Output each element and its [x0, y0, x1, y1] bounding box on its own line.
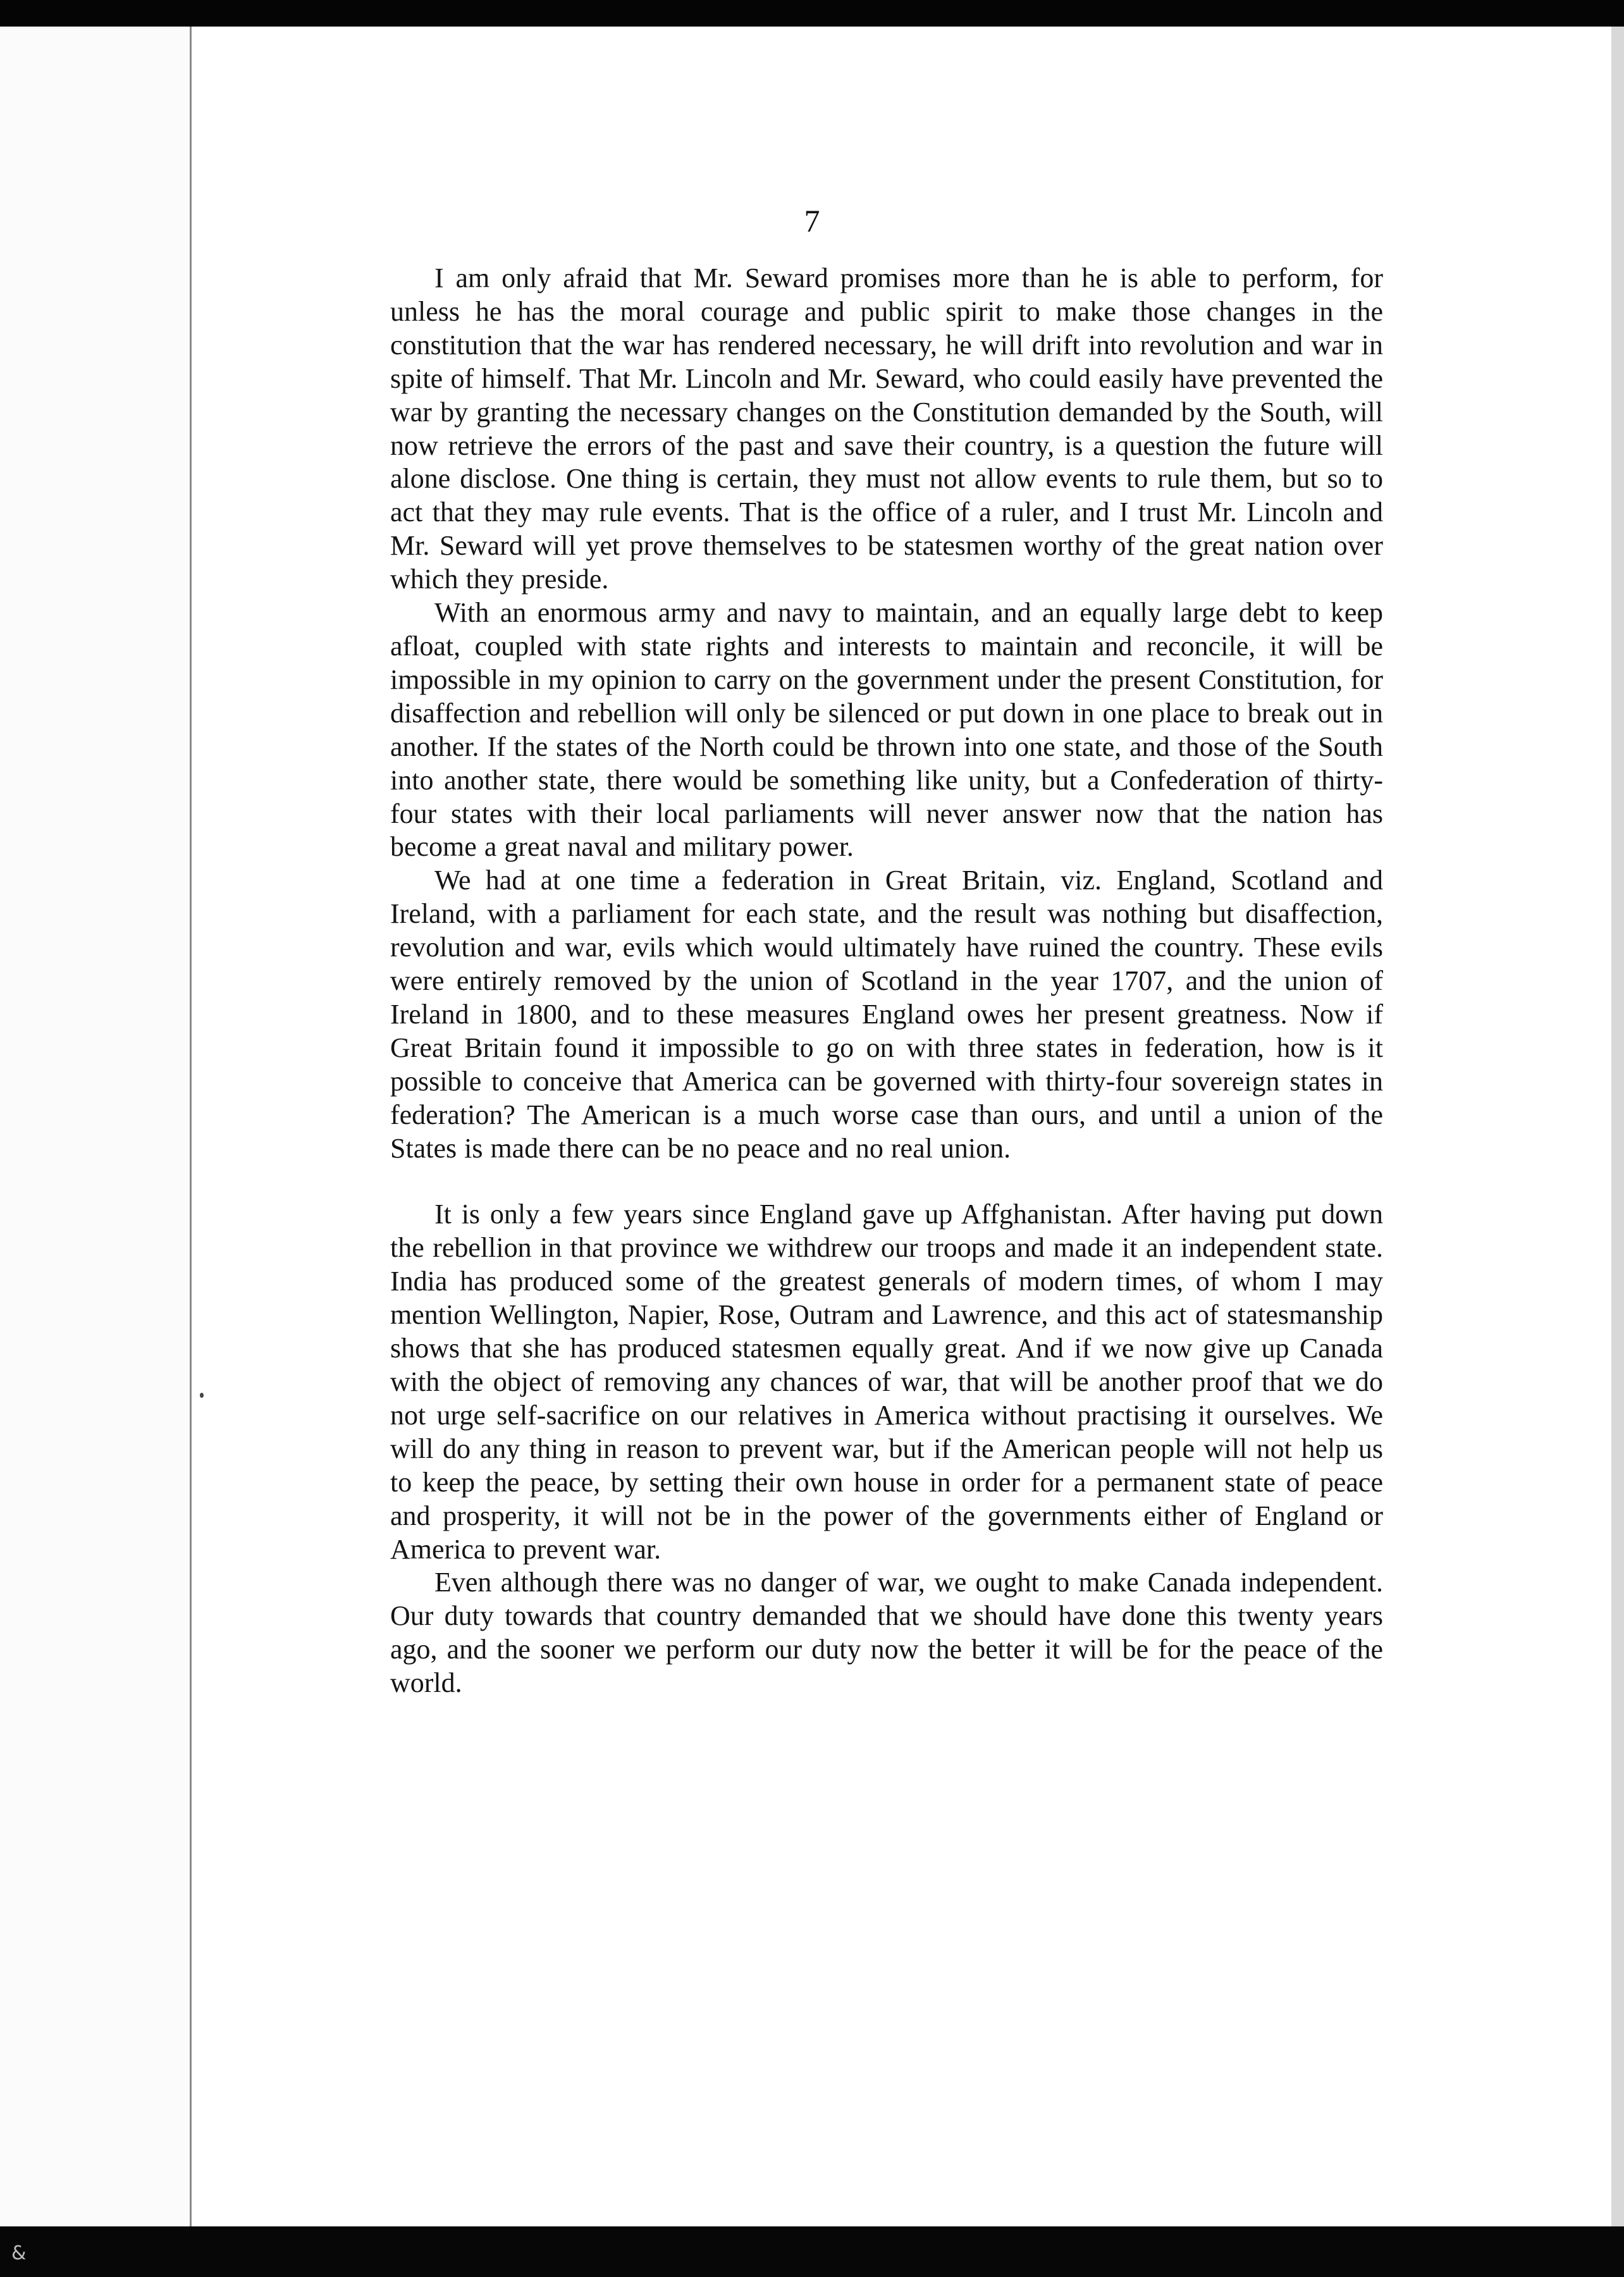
scan-speck [200, 1393, 204, 1398]
scan-top-border [0, 0, 1624, 27]
body-text [390, 262, 1383, 1700]
paragraph-affghanistan: It is only a few years since England gave up Affghanistan. After having put down the rebellion in that province we withdrew our troops and made it an independent state. India has produced some of the greatest generals of modern times, of whom I may mention Wellington, Napier, Rose, Outram and Lawrence, and this act of statesmanship shows that she has produced statesmen equally great. And if we now give up Canada with the object of removing any chances of war, that will be another proof that we do not urge self-sacrifice on our relatives in America without practising it ourselves. We will do any thing in reason to prevent war, but if the American people will not help us to keep the peace, by setting their own house in order for a permanent state of peace and prosperity, it will not be in the power of the governments either of England or America to prevent war. [390, 1199, 1383, 1565]
paragraph-canada: Even although there was no danger of war, we ought to make Canada independent. Our duty towards that country demanded that we should have done this twenty years ago, and the sooner we perform our duty now the better it will be for the peace of the world. [390, 1567, 1383, 1699]
paragraph-federation-britain: We had at one time a federation in Great Britain, viz. England, Scotland and Ireland, with a parliament for each state, and the result was nothing but disaffection, revolution and war, evils which would ultimately have ruined the country. These evils were entirely removed by the union of Scotland in the year 1707, and the union of Ireland in 1800, and to these measures England owes her present greatness. Now if Great Britain found it impossible to go on with three states in federation, how is it possible to conceive that America can be governed with thirty-four sovereign states in federation? The American is a much worse case than ours, and until a union of the States is made there can be no peace and no real union. [390, 865, 1383, 1164]
corner-mark: & [11, 2242, 27, 2264]
paragraph-army-navy: With an enormous army and navy to maintain, and an equally large debt to keep afloat, coupled with state rights and interests to maintain and reconcile, it will be impossible in my opinion to carry on the government under the present Constitution, for disaffection and rebellion will only be silenced or put down in one place to break out in another. If the states of the North could be thrown into one state, and those of the South into another state, there would be something like unity, but a Confederation of thirty-four states with their local parliaments will never answer now that the nation has become a great naval and military power. [390, 597, 1383, 863]
scan-left-gutter [0, 27, 192, 2226]
scan-right-edge [1611, 27, 1624, 2226]
page-number: 7 [804, 203, 820, 238]
scan-bottom-border [0, 2226, 1624, 2277]
paragraph-seward: I am only afraid that Mr. Seward promises more than he is able to perform, for unless he has the moral courage and public spirit to make those changes in the constitution that the war has rendered necessary, he will drift into revolution and war in spite of himself. That Mr. Lincoln and Mr. Seward, who could easily have prevented the war by granting the necessary changes on the Constitution demanded by the South, will now retrieve the errors of the past and save their country, is a question the future will alone disclose. One thing is certain, they must not allow events to rule them, but so to act that they may rule events. That is the office of a ruler, and I trust Mr. Lincoln and Mr. Seward will yet prove themselves to be statesmen worthy of the great nation over which they preside. [390, 262, 1383, 595]
